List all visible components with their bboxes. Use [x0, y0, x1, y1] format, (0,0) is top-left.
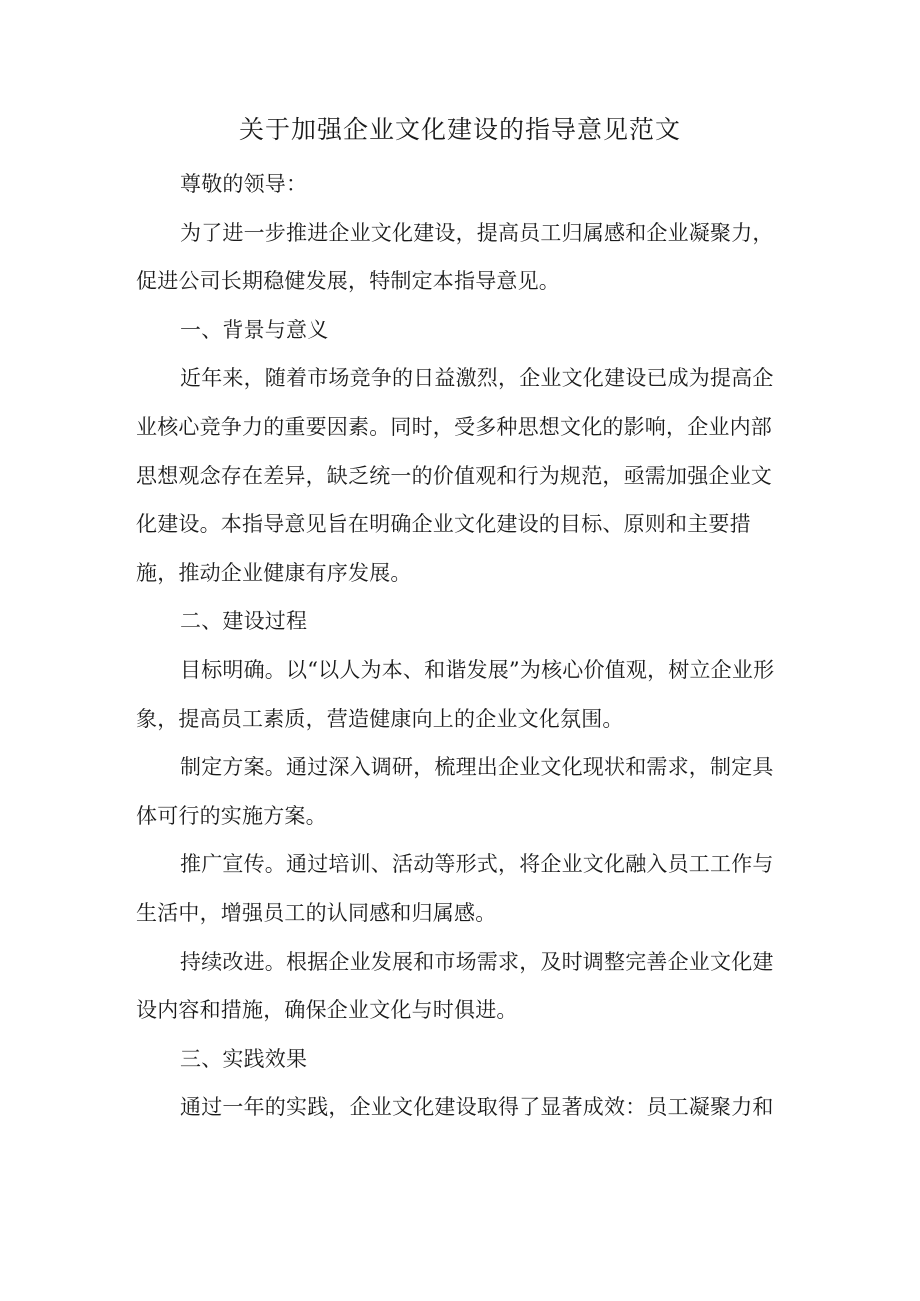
document-body: [136, 160, 792, 1132]
section-2-item: 目标明确。以“以人为本、和谐发展”为核心价值观，树立企业形象，提高员工素质，营造健康向上的企业文化氛围。: [136, 657, 775, 731]
section-2-item: 推广宣传。通过培训、活动等形式，将企业文化融入员工工作与生活中，增强员工的认同感和归属感。: [136, 852, 774, 925]
section-2-item: 制定方案。通过深入调研，梳理出企业文化现状和需求，制定具体可行的实施方案。: [136, 755, 774, 828]
section-2-heading: 二、建设过程: [180, 609, 308, 634]
section-3-heading: 三、实践效果: [180, 1046, 308, 1071]
section-3-paragraph: 通过一年的实践，企业文化建设取得了显著成效：员工凝聚力和: [180, 1095, 774, 1120]
salutation: 尊敬的领导：: [180, 172, 308, 196]
section-1-paragraph: 近年来，随着市场竞争的日益激烈，企业文化建设已成为提高企业核心竞争力的重要因素。同时，受多种思想文化的影响，企业内部思想观念存在差异，缺乏统一的价值观和行为规范，亟需加强企业文化建设。本指导意见旨在明确企业文化建设的目标、原则和主要措施，推动企业健康有序发展。: [136, 366, 774, 585]
section-1-heading: 一、背景与意义: [180, 317, 329, 342]
document-title: 关于加强企业文化建设的指导意见范文: [238, 115, 681, 144]
section-2-item: 持续改进。根据企业发展和市场需求，及时调整完善企业文化建设内容和措施，确保企业文化与时俱进。: [136, 949, 774, 1023]
intro-paragraph: 为了进一步推进企业文化建设，提高员工归属感和企业凝聚力，促进公司长期稳健发展，特制定本指导意见。: [136, 220, 774, 294]
